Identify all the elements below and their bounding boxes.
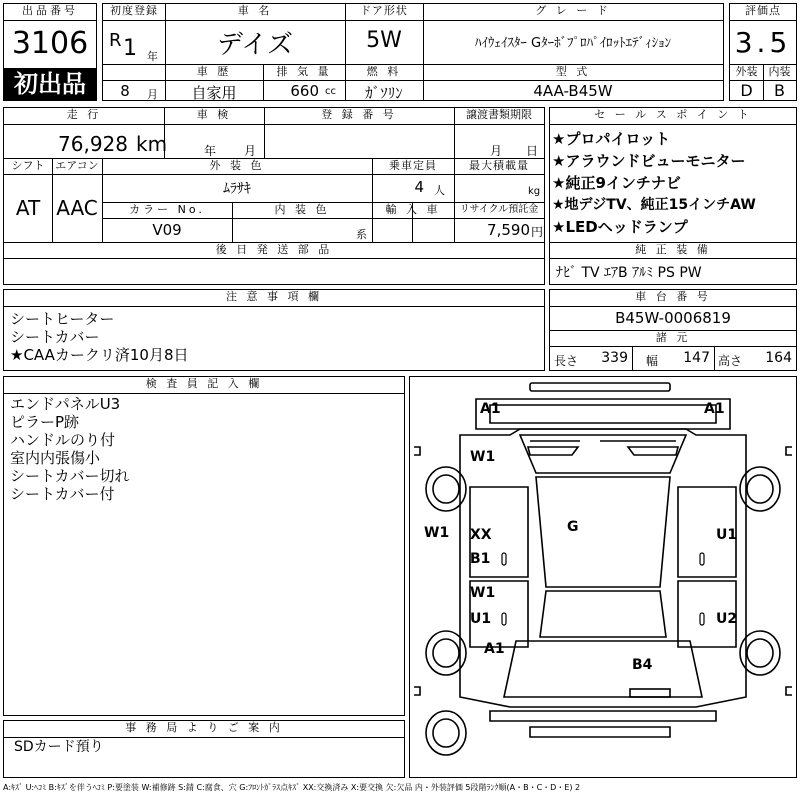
displacement-label: 排 気 量 xyxy=(276,65,332,78)
grade-label: グ レ ー ド xyxy=(535,4,611,17)
mark-b1-door: B1 xyxy=(470,551,491,567)
grade-value: ﾊｲｳｪｲｽﾀｰ Gﾀｰﾎﾞﾌﾟﾛﾊﾟｲﾛｯﾄｴﾃﾞｨｼｮﾝ xyxy=(474,36,672,51)
length-value: 339 xyxy=(601,350,628,366)
first-listing-badge: 初出品 xyxy=(4,68,96,100)
int-color-unit: 系 xyxy=(356,228,367,241)
mileage-unit: km xyxy=(136,132,168,156)
width-value: 147 xyxy=(683,350,710,366)
mark-g-roof: G xyxy=(567,519,579,535)
inspector-line: シートカバー付 xyxy=(10,485,115,503)
mark-xx-door: XX xyxy=(470,527,492,543)
mark-w1-hood: W1 xyxy=(470,449,496,465)
caution-box xyxy=(3,289,545,371)
equipment-value: ﾅﾋﾞ TV ｴｱB ｱﾙﾐ PS PW xyxy=(556,265,702,281)
caution-label: 注 意 事 項 欄 xyxy=(226,290,322,303)
inspector-line: ハンドルのり付 xyxy=(10,431,116,449)
selling-point: ★プロパイロット xyxy=(552,130,671,148)
era-year: 1 xyxy=(123,36,137,61)
equipment-label: 純 正 装 備 xyxy=(635,243,711,256)
first-reg-label: 初度登録 xyxy=(110,4,158,17)
caution-line: ★CAAカークリ済10月8日 xyxy=(10,346,189,364)
inspector-line: シートカバー切れ xyxy=(10,467,130,485)
load-label: 最大積載量 xyxy=(469,159,529,172)
height-value: 164 xyxy=(765,350,792,366)
aircon-label: エアコン xyxy=(55,159,99,172)
ext-color-label: 外 装 色 xyxy=(209,159,265,172)
recycle-value: 7,590 xyxy=(487,221,530,239)
transfer-month-unit: 月 xyxy=(490,144,503,158)
capacity-unit: 人 xyxy=(434,184,445,197)
later-parts-label: 後 日 発 送 部 品 xyxy=(215,243,333,256)
recycle-unit: 円 xyxy=(531,225,544,239)
lot-label: 出品番号 xyxy=(22,4,78,17)
header-table xyxy=(102,3,724,101)
inspection-year-unit: 年 xyxy=(204,144,217,158)
selling-point: ★LEDヘッドランプ xyxy=(552,218,688,236)
footer-legend: A:ｷｽﾞ U:ﾍｺﾐ B:ｷｽﾞを伴うﾍｺﾐ P:要塗装 W:補修跡 S:錆 C:腐食、穴 G:ﾌﾛﾝﾄｶﾞﾗｽ点ｷｽﾞ XX:交換済み X:要交換 欠:欠品 内・外装評価 5段階ﾗﾝｸ順(A・B・C・D・E) 2 xyxy=(3,783,581,792)
transfer-day-unit: 日 xyxy=(526,144,539,158)
score-value: 3.5 xyxy=(734,26,792,59)
inspector-line: エンドパネルU3 xyxy=(10,395,121,413)
interior-label: 内装 xyxy=(768,65,791,78)
car-name: デイズ xyxy=(217,30,293,60)
color-no-value: V09 xyxy=(152,221,182,239)
mileage-label: 走 行 xyxy=(66,108,102,121)
history-value: 自家用 xyxy=(191,84,237,102)
ext-color-value: ﾑﾗｻｷ xyxy=(223,181,251,197)
color-no-label: カラー No. xyxy=(129,203,205,216)
details-table xyxy=(3,107,545,285)
office-box xyxy=(3,720,405,778)
interior-grade: B xyxy=(774,81,785,100)
inspector-line: ピラーP跡 xyxy=(10,413,80,431)
mileage-value: 76,928 xyxy=(58,132,128,156)
chassis-box xyxy=(549,289,797,371)
mark-w1-fender: W1 xyxy=(424,525,450,541)
selling-point: ★純正9インチナビ xyxy=(552,174,681,192)
era-letter: R xyxy=(109,30,122,51)
car-diagram xyxy=(410,377,796,777)
recycle-label: リサイクル預託金 xyxy=(459,204,539,215)
mark-w1-rear-door: W1 xyxy=(470,585,496,601)
year-unit: 年 xyxy=(147,50,158,63)
exterior-label: 外装 xyxy=(735,65,758,78)
inspector-box xyxy=(3,376,405,716)
transfer-label: 譲渡書類期限 xyxy=(466,108,532,121)
door-value: 5W xyxy=(366,28,402,53)
lot-number-box xyxy=(3,3,97,101)
mark-a1-rear-left: A1 xyxy=(484,641,505,657)
fuel-value: ｶﾞｿﾘﾝ xyxy=(365,84,403,102)
month-value: 8 xyxy=(120,82,130,100)
model-label: 型 式 xyxy=(555,65,591,78)
mark-u1-rear-door: U1 xyxy=(470,611,492,627)
selling-points-label: セ ー ル ス ポ イ ン ト xyxy=(594,108,752,121)
length-label: 長さ xyxy=(554,354,579,368)
month-unit: 月 xyxy=(147,88,158,101)
mark-u2-right-rear: U2 xyxy=(716,611,738,627)
height-label: 高さ xyxy=(718,354,743,368)
inspector-line: 室内内張傷小 xyxy=(10,449,101,467)
mark-a1-front-left: A1 xyxy=(480,401,501,417)
door-label: ドア形状 xyxy=(360,4,408,17)
import-label: 輸 入 車 xyxy=(385,203,441,216)
office-line: SDカード預り xyxy=(14,739,104,755)
width-label: 幅 xyxy=(646,354,659,368)
registration-label: 登 録 番 号 xyxy=(321,108,397,121)
selling-points-box xyxy=(549,107,797,285)
exterior-grade: D xyxy=(740,81,753,100)
mark-b4-rear: B4 xyxy=(632,657,653,673)
mark-a1-front-right: A1 xyxy=(704,401,725,417)
capacity-label: 乗車定員 xyxy=(389,159,437,172)
office-label: 事 務 局 よ り ご 案 内 xyxy=(125,721,283,734)
displacement-unit: cc xyxy=(325,86,336,97)
chassis-number: B45W-0006819 xyxy=(615,309,731,327)
model-value: 4AA-B45W xyxy=(533,82,613,100)
score-label: 評価点 xyxy=(745,4,781,17)
selling-point: ★地デジTV、純正15インチAW xyxy=(552,197,756,213)
selling-points-list xyxy=(552,128,796,238)
caution-lines xyxy=(10,310,189,364)
inspector-label: 検 査 員 記 入 欄 xyxy=(145,377,263,390)
car-name-label: 車 名 xyxy=(237,4,273,17)
caution-line: シートヒーター xyxy=(10,310,115,328)
caution-line: シートカバー xyxy=(10,328,100,346)
lot-number: 3106 xyxy=(11,26,89,61)
mark-u1-right-door: U1 xyxy=(716,527,738,543)
inspector-lines xyxy=(10,395,130,503)
car-diagram-box xyxy=(409,376,797,778)
history-label: 車 歴 xyxy=(196,65,232,78)
office-lines xyxy=(14,739,104,756)
score-box xyxy=(729,3,797,101)
inspection-label: 車 検 xyxy=(196,108,232,121)
specs-label: 諸 元 xyxy=(655,331,691,344)
chassis-label: 車 台 番 号 xyxy=(635,290,711,303)
inspection-month-unit: 月 xyxy=(244,144,257,158)
capacity-value: 4 xyxy=(414,178,424,196)
shift-label: シフト xyxy=(11,159,45,172)
fuel-label: 燃 料 xyxy=(366,65,402,78)
int-color-label: 内 装 色 xyxy=(274,203,330,216)
aircon-value: AAC xyxy=(56,196,98,220)
load-unit: kg xyxy=(528,186,541,197)
displacement-value: 660 xyxy=(290,82,319,100)
shift-value: AT xyxy=(15,196,41,220)
selling-point: ★アラウンドビューモニター xyxy=(552,152,746,170)
